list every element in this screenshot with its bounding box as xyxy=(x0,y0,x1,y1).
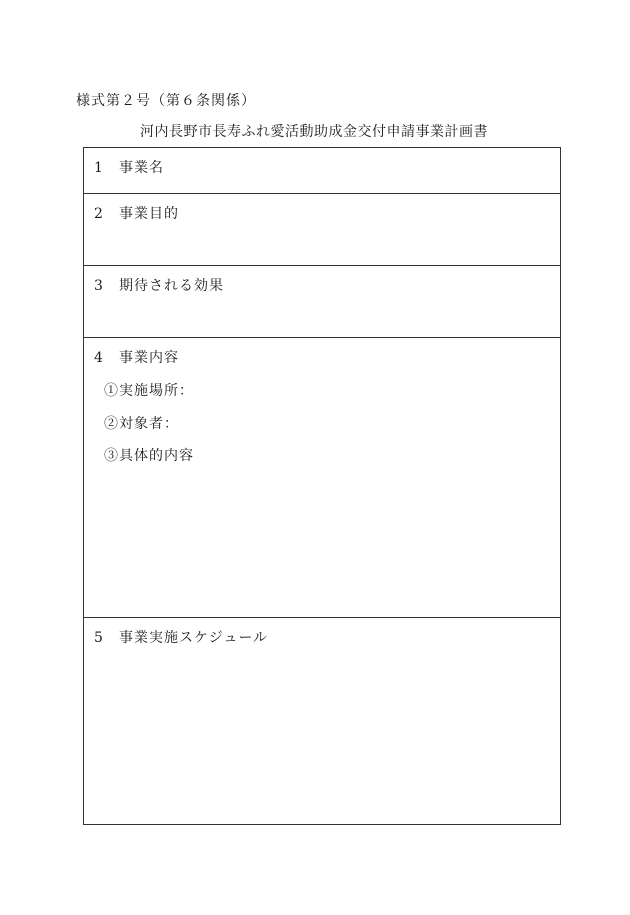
section-expected-effects[interactable] xyxy=(84,266,560,338)
section-number: 3 xyxy=(94,278,104,294)
section-header xyxy=(94,203,179,223)
section-number: 2 xyxy=(94,206,104,222)
section-business-content[interactable] xyxy=(84,338,560,618)
section-schedule[interactable] xyxy=(84,618,560,826)
section-number: 1 xyxy=(94,160,104,176)
sub-item-specific-content: ③具体的内容 xyxy=(104,448,194,464)
sub-item-target: ②対象者： xyxy=(104,416,179,432)
section-number: 5 xyxy=(94,630,104,646)
section-header xyxy=(94,347,179,367)
section-header xyxy=(94,275,224,295)
section-label: 事業内容 xyxy=(119,350,179,366)
section-header xyxy=(94,157,164,177)
section-business-name[interactable] xyxy=(84,148,560,194)
section-label: 期待される効果 xyxy=(119,278,224,294)
section-header xyxy=(94,627,268,647)
form-number: 様式第２号（第６条関係） xyxy=(76,93,256,109)
section-number: 4 xyxy=(94,350,104,366)
document-title: 河内長野市長寿ふれ愛活動助成金交付申請事業計画書 xyxy=(140,124,488,140)
section-label: 事業目的 xyxy=(119,206,179,222)
sub-item-venue: ①実施場所： xyxy=(104,383,194,399)
plan-table xyxy=(83,147,561,825)
section-label: 事業名 xyxy=(119,160,164,176)
section-label: 事業実施スケジュール xyxy=(119,630,269,646)
section-business-purpose[interactable] xyxy=(84,194,560,266)
